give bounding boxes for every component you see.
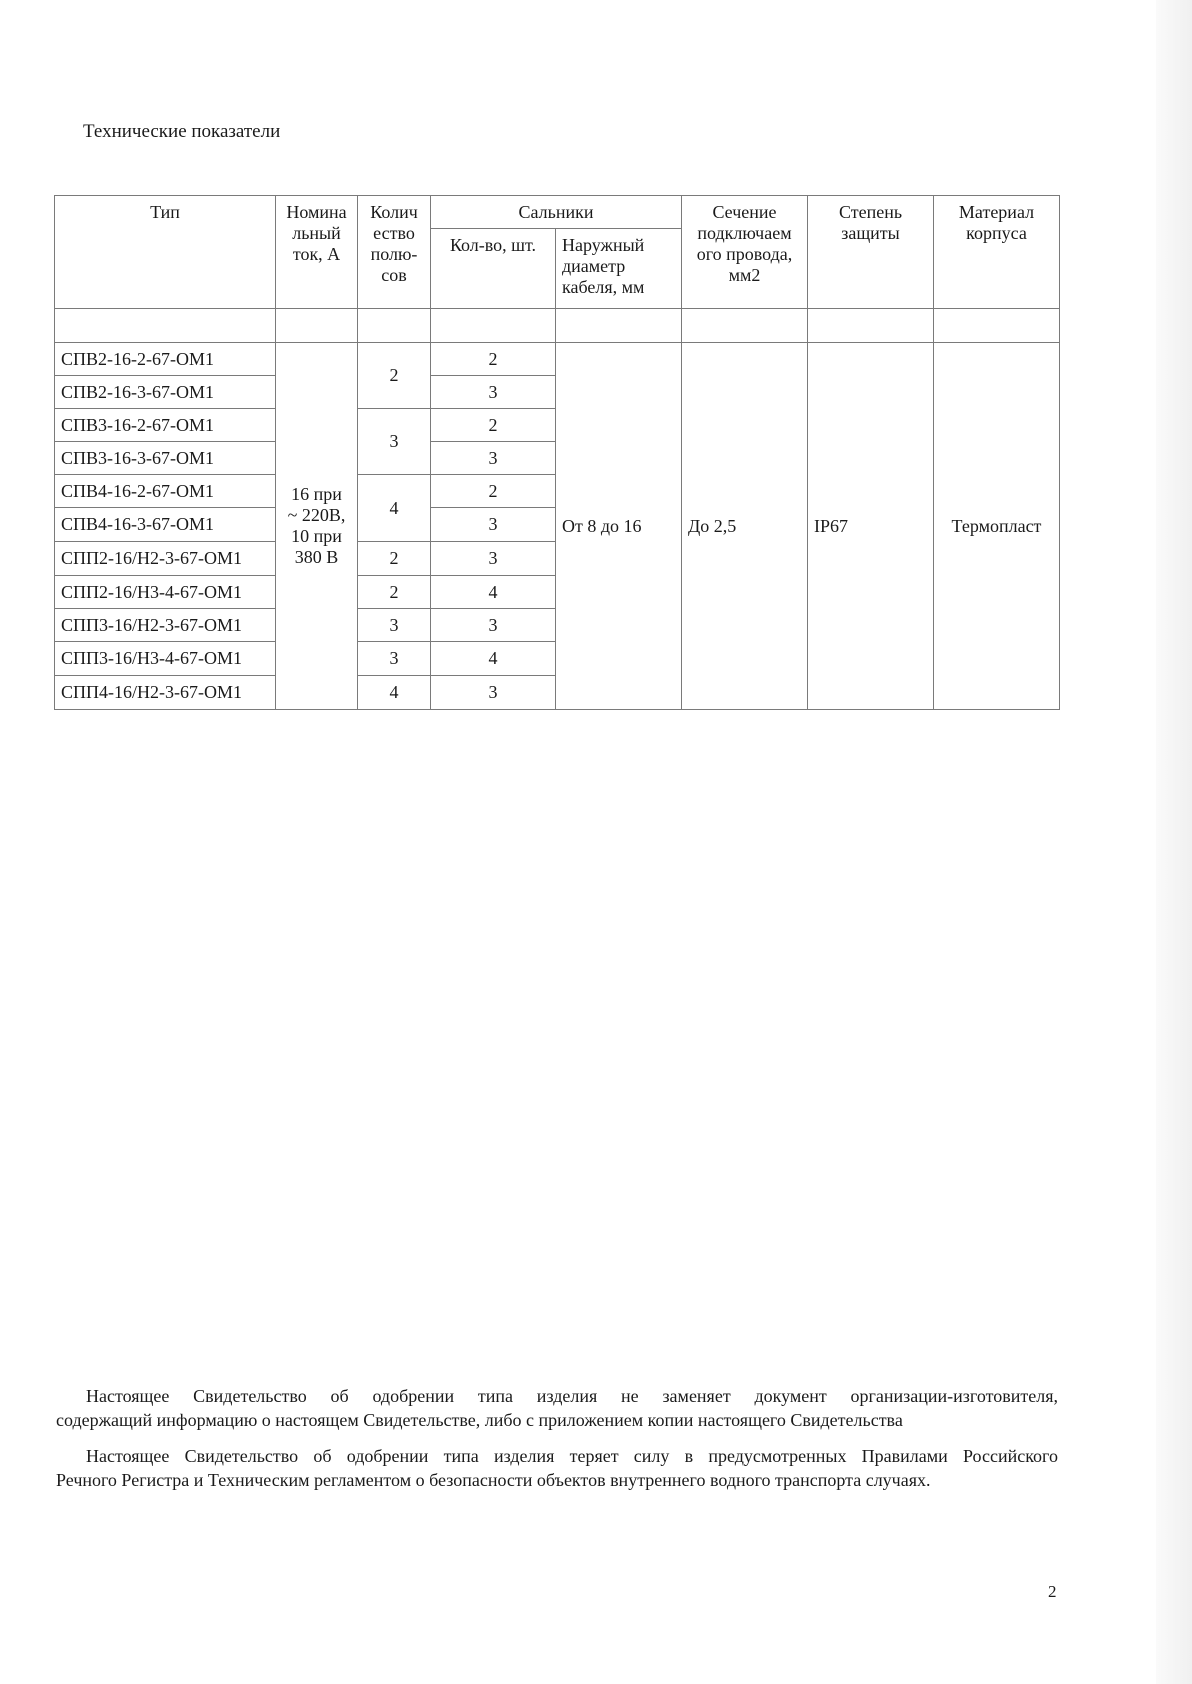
note-line: содержащий информацию о настоящем Свидетельстве, либо с приложением копии настоящего Свидетельства	[56, 1410, 903, 1430]
current-line: 16 при	[291, 484, 342, 504]
cell-type: СПВ4-16-3-67-ОМ1	[55, 508, 276, 542]
cell-glands: 4	[431, 642, 556, 676]
header-type: Тип	[55, 196, 276, 309]
cell-type: СПВ2-16-3-67-ОМ1	[55, 376, 276, 409]
cell-poles: 4	[358, 475, 431, 542]
cell-poles: 2	[358, 542, 431, 576]
current-line: ~ 220В,	[287, 505, 346, 525]
cell-type: СПП3-16/Н2-3-67-ОМ1	[55, 609, 276, 642]
cell-type: СПП4-16/Н2-3-67-ОМ1	[55, 676, 276, 710]
current-line: 10 при	[291, 526, 342, 546]
cell-type: СПП3-16/Н3-4-67-ОМ1	[55, 642, 276, 676]
note-line: Настоящее Свидетельство об одобрении типа изделия теряет силу в предусмотренных Правилами Российского	[86, 1446, 1058, 1466]
current-line: 380 В	[294, 547, 339, 567]
header-material: Материал корпуса	[934, 196, 1060, 309]
note-paragraph	[56, 1384, 1058, 1432]
cell-glands: 3	[431, 609, 556, 642]
header-poles: Колич ество полю-сов	[358, 196, 431, 309]
header-protection: Степень защиты	[808, 196, 934, 309]
header-glands-count: Кол-во, шт.	[431, 229, 556, 309]
cell-glands: 3	[431, 442, 556, 475]
cell-type: СПВ3-16-2-67-ОМ1	[55, 409, 276, 442]
cell-poles: 3	[358, 609, 431, 642]
note-line: Настоящее Свидетельство об одобрении типа изделия не заменяет документ организации-изготовителя,	[86, 1386, 1058, 1406]
cell-glands: 2	[431, 409, 556, 442]
note-line: Речного Регистра и Техническим регламентом о безопасности объектов внутреннего водного транспорта случаях.	[56, 1470, 931, 1490]
table-spacer-row	[55, 309, 1060, 343]
specifications-table	[54, 195, 1060, 710]
table-header-row	[55, 196, 1060, 229]
cell-poles: 3	[358, 409, 431, 475]
cell-type: СПП2-16/Н3-4-67-ОМ1	[55, 576, 276, 609]
header-glands-diameter: Наружный диаметр кабеля, мм	[556, 229, 682, 309]
cell-glands: 3	[431, 508, 556, 542]
cell-type: СПВ2-16-2-67-ОМ1	[55, 343, 276, 376]
cell-glands: 2	[431, 343, 556, 376]
cell-poles: 2	[358, 576, 431, 609]
cell-glands: 4	[431, 576, 556, 609]
header-section: Сечение подключаем ого провода, мм2	[682, 196, 808, 309]
cell-poles: 2	[358, 343, 431, 409]
note-paragraph	[56, 1444, 1058, 1492]
cell-glands: 2	[431, 475, 556, 508]
cell-glands: 3	[431, 376, 556, 409]
cell-type: СПВ3-16-3-67-ОМ1	[55, 442, 276, 475]
section-heading: Технические показатели	[83, 121, 281, 142]
cell-diameter: От 8 до 16	[556, 343, 682, 710]
cell-current	[276, 343, 358, 710]
header-glands: Сальники	[431, 196, 682, 229]
page-number: 2	[1048, 1582, 1057, 1601]
cell-glands: 3	[431, 676, 556, 710]
cell-type: СПП2-16/Н2-3-67-ОМ1	[55, 542, 276, 576]
scan-edge	[1156, 0, 1192, 1684]
cell-poles: 4	[358, 676, 431, 710]
table-row	[55, 343, 1060, 376]
cell-protection: IP67	[808, 343, 934, 710]
cell-type: СПВ4-16-2-67-ОМ1	[55, 475, 276, 508]
header-current: Номина льный ток, А	[276, 196, 358, 309]
cell-section: До 2,5	[682, 343, 808, 710]
cell-poles: 3	[358, 642, 431, 676]
cell-glands: 3	[431, 542, 556, 576]
cell-material: Термопласт	[934, 343, 1060, 710]
